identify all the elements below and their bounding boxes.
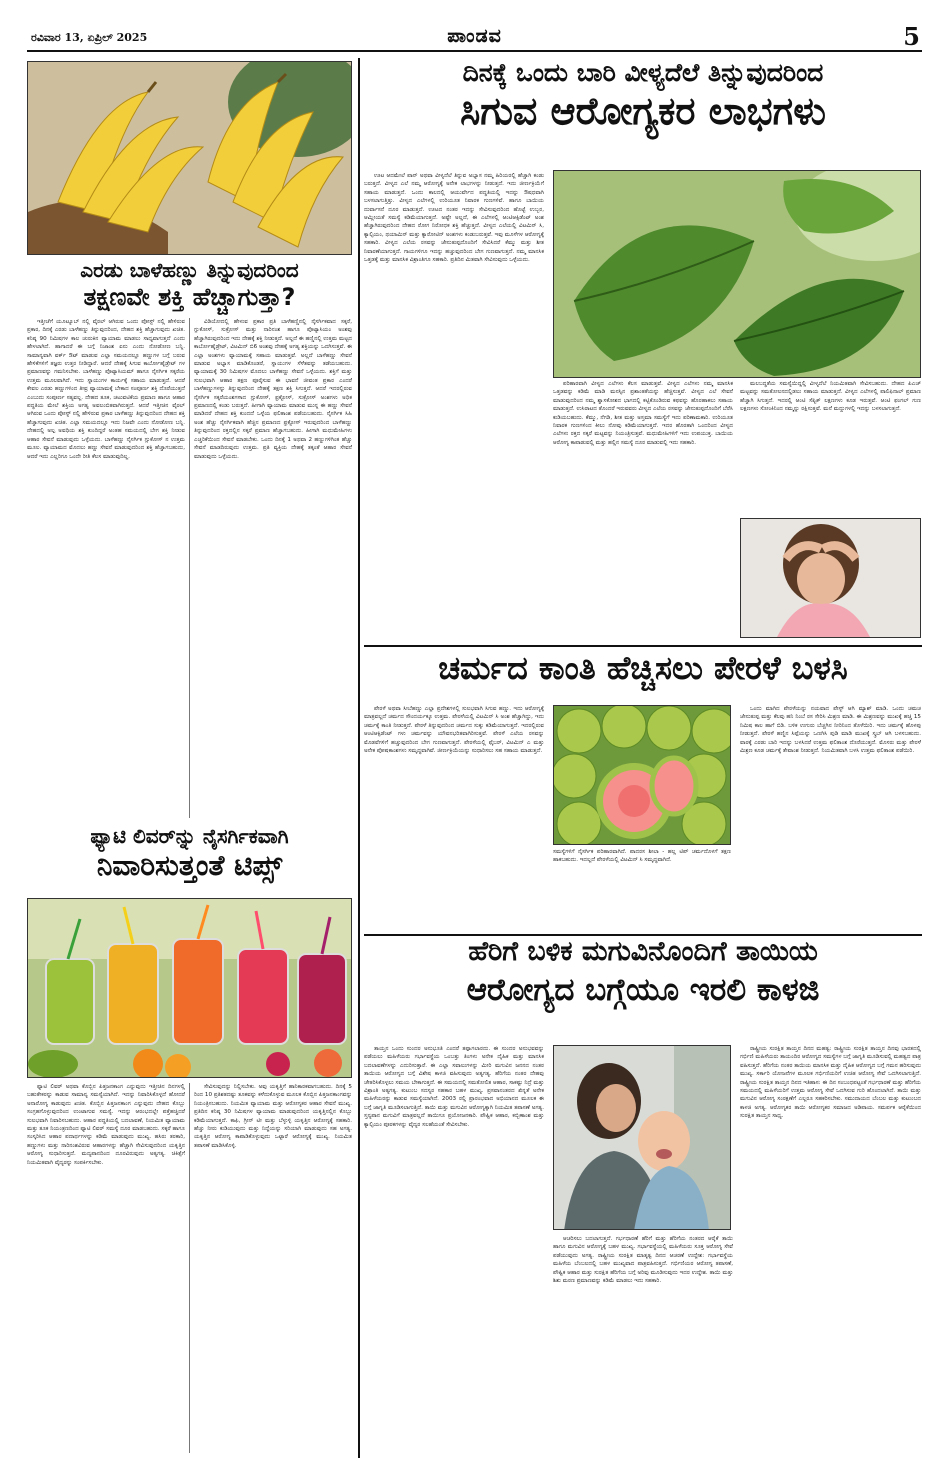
mother-article-column-3 <box>740 1045 921 1455</box>
page-number: 5 <box>903 22 920 51</box>
guava-article-column-2 <box>740 705 921 930</box>
newspaper-name: ಪಾಂಡವ <box>447 25 502 47</box>
mother-headline-line1: ಹೆರಿಗೆ ಬಳಿಕ ಮಗುವಿನೊಂದಿಗೆ ತಾಯಿಯ <box>468 936 818 967</box>
banana-article-column-2 <box>194 318 352 818</box>
guava-headline: ಚರ್ಮದ ಕಾಂತಿ ಹೆಚ್ಚಿಸಲು ಪೇರಳೆ ಬಳಸಿ <box>438 649 848 687</box>
guava-body-2: ಒಂದು ಮಾಗಿದ ಪೇರಳೆಯನ್ನು ನಯವಾದ ಪೇಸ್ಟ್ ಆಗಿ ಮ್ಯಾಶ್ ಮಾಡಿ. ಒಂದು ಚಮಚ ಜೇನುತುಪ್ಪ ಮತ್ತು ಕೆಲವು ಹನಿ ನಿಂಬೆ ರಸ ಸೇರಿಸಿ ಮಿಶ್ರಣ ಮಾಡಿ. ಈ ಮಿಶ್ರಣವನ್ನು ಮುಖಕ್ಕೆ ಹಚ್ಚಿ 15 ನಿಮಿಷ ಕಾಲ ಹಾಗೆ ಬಿಡಿ. ಬಳಿಕ ಉಗುರು ಬೆಚ್ಚಗಿನ ನೀರಿನಿಂದ ತೊಳೆಯಿರಿ. ಇದು ಚರ್ಮಕ್ಕೆ ಹೊಳಪು ನೀಡುತ್ತದೆ. ಪೇರಳೆ ಹಣ್ಣಿನ ಸಿಪ್ಪೆಯನ್ನು ಒಣಗಿಸಿ ಪುಡಿ ಮಾಡಿ ಮುಖಕ್ಕೆ ಸ್ಕ್ರಬ್ ಆಗಿ ಬಳಸಬಹುದು. ವಾರಕ್ಕೆ ಎರಡು ಬಾರಿ ಇದನ್ನು ಬಳಸಿದರೆ ಉತ್ತಮ ಫಲಿತಾಂಶ ದೊರೆಯುತ್ತದೆ. ಮೊಸರು ಮತ್ತು ಪೇರಳೆ ಮಿಶ್ರಣ ಕೂಡ ಚರ್ಮಕ್ಕೆ ತೇವಾಂಶ ನೀಡುತ್ತದೆ. ನಿಯಮಿತವಾಗಿ ಬಳಸಿ ಉತ್ತಮ ಫಲಿತಾಂಶ ಪಡೆಯಿರಿ. <box>740 706 921 755</box>
betel-body-3: ಮಲಬದ್ಧತೆಯ ಸಮಸ್ಯೆಯಿದ್ದಲ್ಲಿ ವೀಳ್ಯದೆಲೆ ನಿಯಮಿತವಾಗಿ ಸೇವಿಸಬಹುದು. ದೇಹದ ಪಿಎಚ್ ಮಟ್ಟವನ್ನು ಸಮತೋಲನದಲ್ಲಿಡಲು ಸಹಾಯ ಮಾಡುತ್ತದೆ. ವೀಳ್ಯದ ಎಲೆಗಳಲ್ಲಿ ಪಾಲಿಫಿನಾಲ್ ಪ್ರಮಾಣ ಹೆಚ್ಚಾಗಿ ಸಿಗುತ್ತದೆ. ಇದರಲ್ಲಿ ಆಂಟಿ ಸೆಪ್ಟಿಕ್ ಲಕ್ಷಣಗಳು ಕೂಡ ಇರುತ್ತವೆ. ಆಂಟಿ ಫಂಗಲ್ ಗುಣ ಲಕ್ಷಣಗಳು ಸೋಂಕಿನಿಂದ ನಮ್ಮನ್ನು ರಕ್ಷಿಸುತ್ತವೆ. ಮನೆ ಮದ್ದುಗಳಲ್ಲಿ ಇದನ್ನು ಬಳಸಲಾಗುತ್ತದೆ. <box>740 381 921 413</box>
betel-headline-line1: ದಿನಕ್ಕೆ ಒಂದು ಬಾರಿ ವೀಳ್ಯದೆಲೆ ತಿನ್ನುವುದರಿಂದ <box>462 58 824 87</box>
betel-article-column-3 <box>740 380 921 512</box>
banana-article-column-1 <box>27 318 185 818</box>
woman-headache-photo <box>740 518 921 638</box>
fatty-liver-body-1: ಫ್ಯಾಟಿ ಲಿವರ್ ಅಥವಾ ಕೊಬ್ಬಿನ ಪಿತ್ತಜನಕಾಂಗ ಎನ್ನುವುದು ಇತ್ತೀಚಿನ ದಿನಗಳಲ್ಲಿ ಬಹುತೇಕರನ್ನು ಕಾಡುವ ಸಾಮಾನ್ಯ ಸಮಸ್ಯೆಯಾಗಿದೆ. ಇದನ್ನು ನಿವಾರಿಸಿಕೊಳ್ಳದೆ ಹೋದರೆ ಅನಾರೋಗ್ಯ ಕಾಡುವುದು ಖಚಿತ. ಕೊಬ್ಬಿನ ಪಿತ್ತಜನಕಾಂಗ ಎನ್ನುವುದು ದೇಹದ ಕೊಬ್ಬು ಸಂಗ್ರಹಗೊಳ್ಳುವುದರಿಂದ ಉಂಟಾಗುವ ಸಮಸ್ಯೆ. ಇದನ್ನು ಆರಂಭದಲ್ಲೇ ಪತ್ತೆಹಚ್ಚಿದರೆ ಸುಲಭವಾಗಿ ನಿವಾರಿಸಬಹುದು. ಆಹಾರ ಪದ್ಧತಿಯಲ್ಲಿ ಬದಲಾವಣೆ, ನಿಯಮಿತ ವ್ಯಾಯಾಮ ಮತ್ತು ತೂಕ ನಿಯಂತ್ರಣದಿಂದ ಫ್ಯಾಟಿ ಲಿವರ್ ಸಮಸ್ಯೆ ದೂರ ಮಾಡಬಹುದು. ಸಕ್ಕರೆ ಹಾಗೂ ಸಂಸ್ಕರಿಸಿದ ಆಹಾರ ಪದಾರ್ಥಗಳನ್ನು ಕಡಿಮೆ ಮಾಡುವುದು ಮುಖ್ಯ. ಹಸಿರು ತರಕಾರಿ, ಹಣ್ಣುಗಳು ಮತ್ತು ನಾರಿನಂಶವಿರುವ ಆಹಾರಗಳನ್ನು ಹೆಚ್ಚಾಗಿ ಸೇವಿಸುವುದರಿಂದ ಯಕೃತ್ತಿನ ಆರೋಗ್ಯ ಸುಧಾರಿಸುತ್ತದೆ. ಮದ್ಯಪಾನದಿಂದ ದೂರವಿರುವುದು ಅತ್ಯಗತ್ಯ. ಚಿಕಿತ್ಸೆಗೆ ನಿಯಮಿತವಾಗಿ ವೈದ್ಯರನ್ನು ಸಂಪರ್ಕಿಸಬೇಕು. <box>27 1084 185 1166</box>
fatty-liver-headline-line2: ನಿವಾರಿಸುತ್ತಂತೆ ಟಿಪ್ಸ್ <box>96 849 283 882</box>
mother-baby-photo <box>553 1045 731 1230</box>
bananas-photo <box>27 61 352 255</box>
betel-headline <box>364 60 922 132</box>
guava-photo <box>553 705 731 845</box>
fatty-liver-body-2: ಸೇವಿಸುವುದನ್ನು ನಿಲ್ಲಿಸಬೇಕು. ಅವು ಯಕೃತ್ತಿಗೆ ಹಾನಿಕಾರಕವಾಗಬಹುದು. ದಿನಕ್ಕೆ 5 ರಿಂದ 10 ಪ್ರತಿಶತದಷ್ಟು ತೂಕವನ್ನು ಕಳೆದುಕೊಳ್ಳುವ ಮೂಲಕ ಕೊಬ್ಬಿನ ಪಿತ್ತಜನಕಾಂಗವನ್ನು ನಿಯಂತ್ರಿಸಬಹುದು. ನಿಯಮಿತ ವ್ಯಾಯಾಮ ಮತ್ತು ಆರೋಗ್ಯಕರ ಆಹಾರ ಸೇವನೆ ಮುಖ್ಯ. ಪ್ರತಿದಿನ ಕನಿಷ್ಠ 30 ನಿಮಿಷಗಳ ವ್ಯಾಯಾಮ ಮಾಡುವುದರಿಂದ ಯಕೃತ್ತಿನಲ್ಲಿನ ಕೊಬ್ಬು ಕಡಿಮೆಯಾಗುತ್ತದೆ. ಕಾಫಿ, ಗ್ರೀನ್ ಟೀ ಮತ್ತು ಬೆಳ್ಳುಳ್ಳಿ ಯಕೃತ್ತಿನ ಆರೋಗ್ಯಕ್ಕೆ ಸಹಕಾರಿ. ಹೆಚ್ಚು ನೀರು ಕುಡಿಯುವುದು ಮತ್ತು ನಿದ್ದೆಯನ್ನು ಸರಿಯಾಗಿ ಮಾಡುವುದು ಸಹ ಅಗತ್ಯ. ಯಕೃತ್ತಿನ ಆರೋಗ್ಯ ಕಾಪಾಡಿಕೊಳ್ಳುವುದು ಒಟ್ಟಾರೆ ಆರೋಗ್ಯಕ್ಕೆ ಮುಖ್ಯ. ನಿಯಮಿತ ತಪಾಸಣೆ ಮಾಡಿಸಿಕೊಳ್ಳಿ. <box>194 1084 352 1149</box>
betel-article-column-1 <box>364 172 544 640</box>
betel-headline-line2: ಸಿಗುವ ಆರೋಗ್ಯಕರ ಲಾಭಗಳು <box>460 89 826 134</box>
masthead <box>27 24 922 52</box>
banana-body-1: ಇತ್ತೀಚೆಗೆ ಯೂಟ್ಯೂಬ್ ನಲ್ಲಿ ವೈರಲ್ ಆಗಿರುವ ಒಂದು ಪೋಸ್ಟ್ ನಲ್ಲಿ ಹೇಳಿರುವ ಪ್ರಕಾರ, ದಿನಕ್ಕೆ ಎರಡು ಬಾಳೆಹಣ್ಣು ತಿನ್ನುವುದರಿಂದ, ದೇಹದ ಶಕ್ತಿ ಹೆಚ್ಚಾಗುವುದು ಖಚಿತ. ಕನಿಷ್ಠ 90 ನಿಮಿಷಗಳ ಕಾಲ ಚುರುಕಿನ ವ್ಯಾಯಾಮ ಮಾಡಲು ಸಾಧ್ಯವಾಗುತ್ತದೆ ಎಂದು ಹೇಳಲಾಗಿದೆ. ಹಾಗಾದರೆ ಈ ಬಗ್ಗೆ ನಿಜಾಂಶ ಏನು ಎಂದು ನೋಡೋಣ ಬನ್ನಿ. ಸಾಮಾನ್ಯವಾಗಿ ವರ್ಕ್ ಔಟ್ ಮಾಡುವ ಎಲ್ಲಾ ಸಮಯದಲ್ಲೂ ಹಣ್ಣುಗಳ ಬಗ್ಗೆ ಬರುವ ಹೇಳಿಕೆಗಳಿಗೆ ತಜ್ಞರು ಉತ್ತರ ನೀಡಿದ್ದಾರೆ. ಆದರೆ ದೇಹಕ್ಕೆ ಸಿಗುವ ಕಾರ್ಬೋಹೈಡ್ರೇಟ್ ಗಳ ಪ್ರಮಾಣವನ್ನು ಗಮನಿಸಬೇಕು. ಬಾಳೆಹಣ್ಣು ಪೊಟ್ಯಾಸಿಯಮ್ ಹಾಗೂ ನೈಸರ್ಗಿಕ ಸಕ್ಕರೆಯ ಉತ್ತಮ ಮೂಲವಾಗಿದೆ. ಇದು ಸ್ನಾಯುಗಳ ಕಾರ್ಯಕ್ಕೆ ಸಹಾಯ ಮಾಡುತ್ತದೆ. ಆದರೆ ಕೇವಲ ಎರಡು ಹಣ್ಣುಗಳಿಂದ ತೀವ್ರ ವ್ಯಾಯಾಮಕ್ಕೆ ಬೇಕಾದ ಸಂಪೂರ್ಣ ಶಕ್ತಿ ದೊರೆಯುತ್ತದೆ ಎಂಬುದು ಸಂಪೂರ್ಣ ಸತ್ಯವಲ್ಲ. ದೇಹದ ತೂಕ, ಚಟುವಟಿಕೆಯ ಪ್ರಮಾಣ ಹಾಗೂ ಆಹಾರ ಪದ್ಧತಿಯ ಮೇಲೆ ಶಕ್ತಿಯ ಅಗತ್ಯ ಅವಲಂಬಿತವಾಗಿರುತ್ತದೆ. ಆದರೆ ಇತ್ತೀಚಿನ ವೈರಲ್ ಆಗಿರುವ ಒಂದು ಪೋಸ್ಟ್ ನಲ್ಲಿ ಹೇಳಿರುವ ಪ್ರಕಾರ ಬಾಳೆಹಣ್ಣು ತಿನ್ನುವುದರಿಂದ ದೇಹದ ಶಕ್ತಿ ಹೆಚ್ಚಾಗುವುದು ಖಚಿತ. ಎಲ್ಲಾ ಸಮಯದಲ್ಲೂ ಇದು ನಿಜವೇ ಎಂದು ನೋಡೋಣ ಬನ್ನಿ. ದೇಹದಲ್ಲಿ ಅಲ್ಪ ಅವಧಿಯ ಶಕ್ತಿ ಕುಂದಿದ್ದರೆ ಅಂತಹ ಸಮಯದಲ್ಲಿ ಬೇಗ ಶಕ್ತಿ ನೀಡುವ ಆಹಾರ ಸೇವನೆ ಮಾಡುವುದು ಒಳ್ಳೆಯದು. ಬಾಳೆಹಣ್ಣು ನೈಸರ್ಗಿಕ ಗ್ಲುಕೋಸ್ ನ ಉತ್ತಮ ಮೂಲ. ವ್ಯಾಯಾಮದ ಮೊದಲು ಹಣ್ಣು ಸೇವನೆ ಮಾಡುವುದರಿಂದ ಶಕ್ತಿ ಹೆಚ್ಚಾಗಬಹುದು, ಆದರೆ ಇದು ಎಲ್ಲರಿಗೂ ಒಂದೇ ರೀತಿ ಕೆಲಸ ಮಾಡುವುದಿಲ್ಲ. <box>27 319 185 460</box>
column-divider <box>189 1083 190 1453</box>
guava-photo-caption: ಸಮಸ್ಯೆಗಳಿಗೆ ನೈಸರ್ಗಿಕ ಪರಿಹಾರವಾಗಿದೆ. ಪಾದರಸ ಶೀಲಾ - ಹಲ್ಲ ಟಿಪ್ ಚರ್ಮದೊಳಗೆ ತಕ್ಷಣ ಹಾಕಬಹುದು. ಇದಲ್ಲದೆ ಪೇರಳೆಯಲ್ಲಿ ವಿಟಮಿನ್ ಸಿ ಸಮೃದ್ಧವಾಗಿದೆ. <box>553 849 731 864</box>
mother-headline-line2: ಆರೋಗ್ಯದ ಬಗ್ಗೆಯೂ ಇರಲಿ ಕಾಳಜಿ <box>466 972 820 1009</box>
guava-body-1: ಪೇರಳೆ ಅಥವಾ ಸೀಬೆಹಣ್ಣು ಎಲ್ಲಾ ಪ್ರದೇಶಗಳಲ್ಲಿ ಸುಲಭವಾಗಿ ಸಿಗುವ ಹಣ್ಣು. ಇದು ಆರೋಗ್ಯಕ್ಕೆ ಮಾತ್ರವಲ್ಲದೆ ಚರ್ಮದ ಸೌಂದರ್ಯಕ್ಕೂ ಉತ್ತಮ. ಪೇರಳೆಯಲ್ಲಿ ವಿಟಮಿನ್ ಸಿ ಅಂಶ ಹೆಚ್ಚಾಗಿದ್ದು, ಇದು ಚರ್ಮಕ್ಕೆ ಕಾಂತಿ ನೀಡುತ್ತದೆ. ಪೇರಳೆ ತಿನ್ನುವುದರಿಂದ ಚರ್ಮದ ಸುಕ್ಕು ಕಡಿಮೆಯಾಗುತ್ತದೆ. ಇದರಲ್ಲಿರುವ ಆಂಟಿಆಕ್ಸಿಡೆಂಟ್ ಗಳು ಚರ್ಮವನ್ನು ಯೌವನಭರಿತವಾಗಿರಿಸುತ್ತವೆ. ಪೇರಳೆ ಎಲೆಯ ರಸವನ್ನು ಮೊಡವೆಗಳಿಗೆ ಹಚ್ಚುವುದರಿಂದ ಬೇಗ ಗುಣವಾಗುತ್ತದೆ. ಪೇರಳೆಯಲ್ಲಿ ಫೈಬರ್, ವಿಟಮಿನ್ ಎ ಮತ್ತು ಅನೇಕ ಪೋಷಕಾಂಶಗಳು ಸಮೃದ್ಧವಾಗಿವೆ. ಜೀರ್ಣಕ್ರಿಯೆಯನ್ನು ಸುಧಾರಿಸಲು ಸಹ ಸಹಾಯ ಮಾಡುತ್ತದೆ. <box>364 706 544 755</box>
section-divider <box>358 58 360 1458</box>
banana-headline-line1: ಎರಡು ಬಾಳೆಹಣ್ಣು ತಿನ್ನುವುದರಿಂದ <box>80 258 299 282</box>
betel-leaves-photo <box>553 170 921 378</box>
issue-date: ರವಿವಾರ 13, ಏಪ್ರಿಲ್ 2025 <box>31 31 148 44</box>
mother-article-column-2 <box>553 1235 733 1455</box>
banana-headline <box>27 260 352 310</box>
guava-article-column-1 <box>364 705 544 930</box>
mother-baby-illustration <box>554 1046 731 1230</box>
mother-headline <box>364 938 922 1007</box>
betel-article-column-2 <box>553 380 733 640</box>
woman-headache-illustration <box>741 519 921 638</box>
guava-illustration <box>554 706 731 845</box>
juice-bottles-photo <box>27 898 352 1078</box>
fatty-liver-headline <box>27 826 352 880</box>
betel-body-1: ಊಟ ಆದಮೇಲೆ ಪಾನ್ ಅಥವಾ ವೀಳ್ಯದೆಲೆ ತಿನ್ನುವ ಅಭ್ಯಾಸ ನಮ್ಮ ಹಿರಿಯರಲ್ಲಿ ಹೆಚ್ಚಾಗಿ ಕಂಡು ಬರುತ್ತದೆ. ವೀಳ್ಯದ ಎಲೆ ನಮ್ಮ ಆರೋಗ್ಯಕ್ಕೆ ಅನೇಕ ಲಾಭಗಳನ್ನು ನೀಡುತ್ತದೆ. ಇದು ಜೀರ್ಣಕ್ರಿಯೆಗೆ ಸಹಾಯ ಮಾಡುತ್ತದೆ. ಒಂದು ಕಾಲದಲ್ಲಿ ಆಯುರ್ವೇದ ಪದ್ಧತಿಯಲ್ಲಿ ಇದನ್ನು ಔಷಧವಾಗಿ ಬಳಸಲಾಗುತ್ತಿತ್ತು. ವೀಳ್ಯದ ಎಲೆಗಳಲ್ಲಿ ಉರಿಯೂತ ನಿವಾರಕ ಗುಣಗಳಿವೆ. ಹಾಗೂ ಬಾಯಿಯ ದುರ್ವಾಸನೆ ದೂರ ಮಾಡುತ್ತದೆ. ಊಟದ ನಂತರ ಇದನ್ನು ಸೇವಿಸುವುದರಿಂದ ಹೊಟ್ಟೆ ಉಬ್ಬರ, ಆಮ್ಲೀಯತೆ ಸಮಸ್ಯೆ ಕಡಿಮೆಯಾಗುತ್ತದೆ. ಅಷ್ಟೇ ಅಲ್ಲದೆ, ಈ ಎಲೆಗಳಲ್ಲಿ ಆಂಟಿಆಕ್ಸಿಡೆಂಟ್ ಅಂಶ ಹೆಚ್ಚಾಗಿರುವುದರಿಂದ ದೇಹದ ರೋಗ ನಿರೋಧಕ ಶಕ್ತಿ ಹೆಚ್ಚುತ್ತದೆ. ವೀಳ್ಯದ ಎಲೆಯಲ್ಲಿ ವಿಟಮಿನ್ ಸಿ, ಕ್ಯಾಲ್ಸಿಯಂ, ಥಯಾಮಿನ್ ಮತ್ತು ಕ್ಯಾರೋಟಿನ್ ಅಂಶಗಳು ಕಂಡುಬರುತ್ತವೆ. ಇವು ಮೂಳೆಗಳ ಆರೋಗ್ಯಕ್ಕೆ ಸಹಕಾರಿ. ವೀಳ್ಯದ ಎಲೆಯ ರಸವನ್ನು ಜೇನುತುಪ್ಪದೊಂದಿಗೆ ಸೇವಿಸಿದರೆ ಕೆಮ್ಮು ಮತ್ತು ಶೀತ ನಿವಾರಣೆಯಾಗುತ್ತದೆ. ಗಾಯಗಳಿಗೂ ಇದನ್ನು ಹಚ್ಚುವುದರಿಂದ ಬೇಗ ಗುಣವಾಗುತ್ತದೆ. ನಮ್ಮ ಮಾನಸಿಕ ಒತ್ತಡಕ್ಕೆ ಮತ್ತು ಮಾನಸಿಕ ವಿಶ್ರಾಂತಿಗೂ ಸಹಕಾರಿ. ಪ್ರತಿದಿನ ಮಿತವಾಗಿ ಸೇವಿಸುವುದು ಒಳ್ಳೆಯದು. <box>364 173 544 264</box>
fatty-liver-headline-line1: ಫ್ಯಾಟಿ ಲಿವರ್‌ನ್ನು ನೈಸರ್ಗಿಕವಾಗಿ <box>90 824 289 848</box>
betel-leaves-illustration <box>554 171 921 378</box>
section-rule <box>364 645 922 647</box>
fatty-liver-column-1 <box>27 1083 185 1453</box>
mother-body-1: ತಾಯ್ತನ ಒಂದು ಸುಂದರ ಅನುಭೂತಿ ಎಂದರೆ ತಪ್ಪಾಗಲಾರದು. ಈ ಸುಂದರ ಅನುಭವವನ್ನು ಪಡೆಯಲು ಮಹಿಳೆಯರು ಗರ್ಭಾವಸ್ಥೆಯ ಒಂಬತ್ತು ತಿಂಗಳು ಅನೇಕ ದೈಹಿಕ ಮತ್ತು ಮಾನಸಿಕ ಬದಲಾವಣೆಗಳನ್ನು ಎದುರಿಸುತ್ತಾರೆ. ಈ ಎಲ್ಲಾ ಸವಾಲುಗಳನ್ನು ಮೀರಿ ಮಗುವಿನ ಜನನದ ನಂತರ ತಾಯಿಯ ಆರೋಗ್ಯದ ಬಗ್ಗೆ ವಿಶೇಷ ಕಾಳಜಿ ವಹಿಸುವುದು ಅತ್ಯಗತ್ಯ. ಹೆರಿಗೆಯ ನಂತರ ದೇಹವು ಚೇತರಿಸಿಕೊಳ್ಳಲು ಸಮಯ ಬೇಕಾಗುತ್ತದೆ. ಈ ಸಮಯದಲ್ಲಿ ಸಮತೋಲಿತ ಆಹಾರ, ಸಾಕಷ್ಟು ನಿದ್ರೆ ಮತ್ತು ವಿಶ್ರಾಂತಿ ಅತ್ಯಗತ್ಯ. ಕುಟುಂಬ ಸದಸ್ಯರ ಸಹಕಾರ ಬಹಳ ಮುಖ್ಯ. ಪ್ರಸವಾನಂತರದ ಖಿನ್ನತೆ ಅನೇಕ ಮಹಿಳೆಯರನ್ನು ಕಾಡುವ ಸಮಸ್ಯೆಯಾಗಿದೆ. 2003 ರಲ್ಲಿ ಪ್ರಾರಂಭವಾದ ಅಭಿಯಾನದ ಮೂಲಕ ಈ ಬಗ್ಗೆ ಜಾಗೃತಿ ಮೂಡಿಸಲಾಗುತ್ತಿದೆ. ತಾಯಿ ಮತ್ತು ಮಗುವಿನ ಆರೋಗ್ಯಕ್ಕಾಗಿ ನಿಯಮಿತ ತಪಾಸಣೆ ಅಗತ್ಯ. ಸ್ತನ್ಯಪಾನ ಮಗುವಿಗೆ ಮಾತ್ರವಲ್ಲದೆ ತಾಯಿಗೂ ಪ್ರಯೋಜನಕಾರಿ. ಪೌಷ್ಟಿಕ ಆಹಾರ, ಕಬ್ಬಿಣಾಂಶ ಮತ್ತು ಕ್ಯಾಲ್ಸಿಯಂ ಪೂರಕಗಳನ್ನು ವೈದ್ಯರ ಸಲಹೆಯಂತೆ ಸೇವಿಸಬೇಕು. <box>364 1046 544 1128</box>
juice-bottles-illustration <box>28 899 352 1078</box>
column-divider <box>189 318 190 818</box>
banana-headline-line2: ತಕ್ಷಣವೇ ಶಕ್ತಿ ಹೆಚ್ಚಾಗುತ್ತಾ? <box>83 283 296 311</box>
bananas-illustration <box>28 62 352 255</box>
betel-body-2: ಪರಿಹಾರವಾಗಿ ವೀಳ್ಯದ ಎಲೆಗಳು ಕೆಲಸ ಮಾಡುತ್ತವೆ. ವೀಳ್ಯದ ಎಲೆಗಳು ನಮ್ಮ ಮಾನಸಿಕ ಒತ್ತಡವನ್ನು ಕಡಿಮೆ ಮಾಡಿ ಮನಸ್ಸಿನ ಪ್ರಶಾಂತತೆಯನ್ನು ಹೆಚ್ಚಿಸುತ್ತವೆ. ವೀಳ್ಯದ ಎಲೆ ಸೇವನೆ ಮಾಡುವುದರಿಂದ ನಮ್ಮ ಶ್ವಾಸಕೋಶದ ಭಾಗದಲ್ಲಿ ಕಟ್ಟಿಕೊಂಡಿರುವ ಕಫವನ್ನು ಹೊರಹಾಕಲು ಸಹಾಯ ಮಾಡುತ್ತದೆ. ಉಸಿರಾಟದ ತೊಂದರೆ ಇರುವವರು ವೀಳ್ಯದ ಎಲೆಯ ರಸವನ್ನು ಜೇನುತುಪ್ಪದೊಂದಿಗೆ ಬೆರೆಸಿ ಕುಡಿಯಬಹುದು. ಕೆಮ್ಮು, ನೆಗಡಿ, ಶೀತ ಮತ್ತು ಅಸ್ತಮಾ ಸಮಸ್ಯೆಗೆ ಇದು ಪರಿಣಾಮಕಾರಿ. ಉರಿಯೂತ ನಿವಾರಕ ಗುಣಗಳಿಂದ ಕೀಲು ನೋವು ಕಡಿಮೆಯಾಗುತ್ತದೆ. ಇದರ ಹೊರತಾಗಿ ಒಂದರಿಂದ ವೀಳ್ಯದ ಎಲೆಗಳು ರಕ್ತದ ಸಕ್ಕರೆ ಮಟ್ಟವನ್ನು ನಿಯಂತ್ರಿಸುತ್ತವೆ. ಮಧುಮೇಹಿಗಳಿಗೆ ಇದು ಉಪಯುಕ್ತ. ಬಾಯಿಯ ಆರೋಗ್ಯ ಕಾಪಾಡುವಲ್ಲಿ ಮತ್ತು ಹಲ್ಲಿನ ಸಮಸ್ಯೆ ದೂರ ಮಾಡುವಲ್ಲಿ ಇದು ಸಹಕಾರಿ. <box>553 381 733 446</box>
mother-article-column-1 <box>364 1045 544 1455</box>
banana-body-2: ವಿಡಿಯೋದಲ್ಲಿ ಹೇಳುವ ಪ್ರಕಾರ ಪ್ರತಿ ಬಾಳೆಹಣ್ಣಿನಲ್ಲಿ ನೈಸರ್ಗಿಕವಾದ ಸಕ್ಕರೆ, ಗ್ಲುಕೋಸ್, ಸುಕ್ರೋಸ್ ಮತ್ತು ನಾರಿನಂಶ ಹಾಗೂ ಪೊಟ್ಯಾಸಿಯಂ ಅಂಶವು ಹೆಚ್ಚಾಗಿರುವುದರಿಂದ ಇದು ದೇಹಕ್ಕೆ ಶಕ್ತಿ ನೀಡುತ್ತದೆ. ಅಲ್ಲದೆ ಈ ಹಣ್ಣಿನಲ್ಲಿ ಉತ್ತಮ ಮಟ್ಟದ ಕಾರ್ಬೋಹೈಡ್ರೇಟ್, ವಿಟಮಿನ್ ಬಿ6 ಅಂಶವು ದೇಹಕ್ಕೆ ಅಗತ್ಯ ಶಕ್ತಿಯನ್ನು ಒದಗಿಸುತ್ತವೆ. ಈ ಎಲ್ಲಾ ಅಂಶಗಳು ವ್ಯಾಯಾಮಕ್ಕೆ ಸಹಾಯ ಮಾಡುತ್ತವೆ. ಅಲ್ಲದೆ ಬಾಳೆಹಣ್ಣು ಸೇವನೆ ಮಾಡುವ ಅಭ್ಯಾಸ ಮಾಡಿಕೊಂಡರೆ, ಸ್ನಾಯುಗಳ ಸೆಳೆತವನ್ನು ತಡೆಯಬಹುದು. ವ್ಯಾಯಾಮಕ್ಕೆ 30 ನಿಮಿಷಗಳ ಮೊದಲು ಬಾಳೆಹಣ್ಣು ಸೇವನೆ ಒಳ್ಳೆಯದು. ಶಕ್ತಿಗೆ ಮತ್ತು ಸುಲಭವಾಗಿ ಆಹಾರ ತಕ್ಷಣ ಪೂರೈಸುವ ಈ ಭಾವನೆ ಜೀವಂತ ಪ್ರಕಾರ ಎಂದರೆ ಬಾಳೆಹಣ್ಣುಗಳನ್ನು ತಿನ್ನುವುದರಿಂದ ದೇಹಕ್ಕೆ ತಕ್ಷಣ ಶಕ್ತಿ ಸಿಗುತ್ತದೆ. ಆದರೆ ಇದರಲ್ಲಿರುವ ನೈಸರ್ಗಿಕ ಸಕ್ಕರೆಯಂಶಗಳಾದ ಗ್ಲುಕೋಸ್, ಫ್ರಕ್ಟೋಸ್, ಸುಕ್ರೋಸ್ ಅಂಶಗಳು ಅಧಿಕ ಪ್ರಮಾಣದಲ್ಲಿ ಕಂಡು ಬರುತ್ತದೆ. ಹೀಗಾಗಿ ವ್ಯಾಯಾಮ ಮಾಡುವ ಮುನ್ನ ಈ ಹಣ್ಣು ಸೇವನೆ ಮಾಡಿದರೆ ದೇಹದ ಶಕ್ತಿ ಕುಂದದೆ ಒಳ್ಳೆಯ ಫಲಿತಾಂಶ ಪಡೆಯಬಹುದು. ನೈಸರ್ಗಿಕ ಸಿಹಿ ಅಂಶ ಹೆಚ್ಚು ನೈಸರ್ಗಿಕವಾಗಿ ಹೆಚ್ಚಿನ ಪ್ರಮಾಣದ ಫ್ರಕ್ಟೋಸ್ ಇರುವುದರಿಂದ ಬಾಳೆಹಣ್ಣು ತಿನ್ನುವುದರಿಂದ ರಕ್ತದಲ್ಲಿನ ಸಕ್ಕರೆ ಪ್ರಮಾಣ ಹೆಚ್ಚಾಗಬಹುದು. ಹೀಗಾಗಿ ಮಧುಮೇಹಿಗಳು ಎಚ್ಚರಿಕೆಯಿಂದ ಸೇವನೆ ಮಾಡಬೇಕು. ಒಂದು ದಿನಕ್ಕೆ 1 ಅಥವಾ 2 ಹಣ್ಣುಗಳಿಗಿಂತ ಹೆಚ್ಚು ಸೇವನೆ ಮಾಡದಿರುವುದು ಉತ್ತಮ. ಪ್ರತಿ ವ್ಯಕ್ತಿಯ ದೇಹಕ್ಕೆ ತಕ್ಕಂತೆ ಆಹಾರ ಸೇವನೆ ಮಾಡುವುದು ಒಳ್ಳೆಯದು. <box>194 319 352 460</box>
fatty-liver-column-2 <box>194 1083 352 1453</box>
mother-body-3: ರಾಷ್ಟ್ರೀಯ ಸುರಕ್ಷಿತ ತಾಯ್ತನ ದಿನದ ಮಹತ್ವ: ರಾಷ್ಟ್ರೀಯ ಸುರಕ್ಷಿತ ತಾಯ್ತನ ದಿನವು ಭಾರತದಲ್ಲಿ ಗರ್ಭಿಣಿ ಮಹಿಳೆಯರು ತಾಯಂದಿರ ಆರೋಗ್ಯದ ಸಮಸ್ಯೆಗಳ ಬಗ್ಗೆ ಜಾಗೃತಿ ಮೂಡಿಸುವಲ್ಲಿ ಮಹತ್ವದ ಪಾತ್ರ ವಹಿಸುತ್ತದೆ. ಹೆರಿಗೆಯ ನಂತರ ತಾಯಿಯ ಮಾನಸಿಕ ಮತ್ತು ದೈಹಿಕ ಆರೋಗ್ಯದ ಬಗ್ಗೆ ಗಮನ ಹರಿಸುವುದು ಮುಖ್ಯ. ಸರ್ಕಾರಿ ಯೋಜನೆಗಳ ಮೂಲಕ ಗರ್ಭಿಣಿಯರಿಗೆ ಉಚಿತ ಆರೋಗ್ಯ ಸೇವೆ ಒದಗಿಸಲಾಗುತ್ತಿದೆ. ರಾಷ್ಟ್ರೀಯ ಸುರಕ್ಷಿತ ತಾಯ್ತನ ದಿನದ ಇತಿಹಾಸ: ಈ ದಿನ ಸಂಬಂಧಪಟ್ಟಂತೆ ಗರ್ಭಧಾರಣೆ ಮತ್ತು ಹೆರಿಗೆಯ ಸಮಯದಲ್ಲಿ ಮಹಿಳೆಯರಿಗೆ ಉತ್ತಮ ಆರೋಗ್ಯ ಸೇವೆ ಒದಗಿಸುವ ಗುರಿ ಹೊಂದಲಾಗಿದೆ. ತಾಯಿ ಮತ್ತು ಮಗುವಿನ ಆರೋಗ್ಯ ಸಂರಕ್ಷಣೆಗೆ ಎಲ್ಲರೂ ಸಹಕರಿಸಬೇಕು. ಸಮುದಾಯದ ಬೆಂಬಲ ಮತ್ತು ಕುಟುಂಬದ ಕಾಳಜಿ ಅಗತ್ಯ. ಆರೋಗ್ಯಕರ ತಾಯಿ ಆರೋಗ್ಯಕರ ಸಮಾಜದ ಅಡಿಪಾಯ. ಸಮರ್ಪಕ ಆರೈಕೆಯಿಂದ ಸುರಕ್ಷಿತ ತಾಯ್ತನ ಸಾಧ್ಯ. <box>740 1046 921 1120</box>
mother-body-2: ಆಚರಿಸಲು ಬದಲಾಗುತ್ತದೆ. ಗರ್ಭಧಾರಣೆ ಹೆರಿಗೆ ಮತ್ತು ಹೆರಿಗೆಯ ನಂತರದ ಆರೈಕೆ ತಾಯಿ ಹಾಗೂ ಮಗುವಿನ ಆರೋಗ್ಯಕ್ಕೆ ಬಹಳ ಮುಖ್ಯ. ಗರ್ಭಾವಸ್ಥೆಯಲ್ಲಿ ಮಹಿಳೆಯರು ಸೂಕ್ತ ಆರೋಗ್ಯ ಸೇವೆ ಪಡೆಯುವುದು ಅಗತ್ಯ. ರಾಷ್ಟ್ರೀಯ ಸುರಕ್ಷಿತ ಮಾತೃತ್ವ ದಿನದ ಆಚರಣೆ ಉದ್ದೇಶ: ಗರ್ಭಾವಸ್ಥೆಯ ಮಹಿಳೆಯ ಬೆಂಬಲದಲ್ಲಿ ಬಹಳ ಮುಖ್ಯವಾದ ಪಾತ್ರವಹಿಸುತ್ತದೆ. ಗರ್ಭಿಣಿಯರ ಆರೋಗ್ಯ ತಪಾಸಣೆ, ಪೌಷ್ಟಿಕ ಆಹಾರ ಮತ್ತು ಸುರಕ್ಷಿತ ಹೆರಿಗೆಯ ಬಗ್ಗೆ ಅರಿವು ಮೂಡಿಸುವುದು ಇದರ ಉದ್ದೇಶ. ತಾಯಿ ಮತ್ತು ಶಿಶು ಮರಣ ಪ್ರಮಾಣವನ್ನು ಕಡಿಮೆ ಮಾಡಲು ಇದು ಸಹಕಾರಿ. <box>553 1236 733 1285</box>
